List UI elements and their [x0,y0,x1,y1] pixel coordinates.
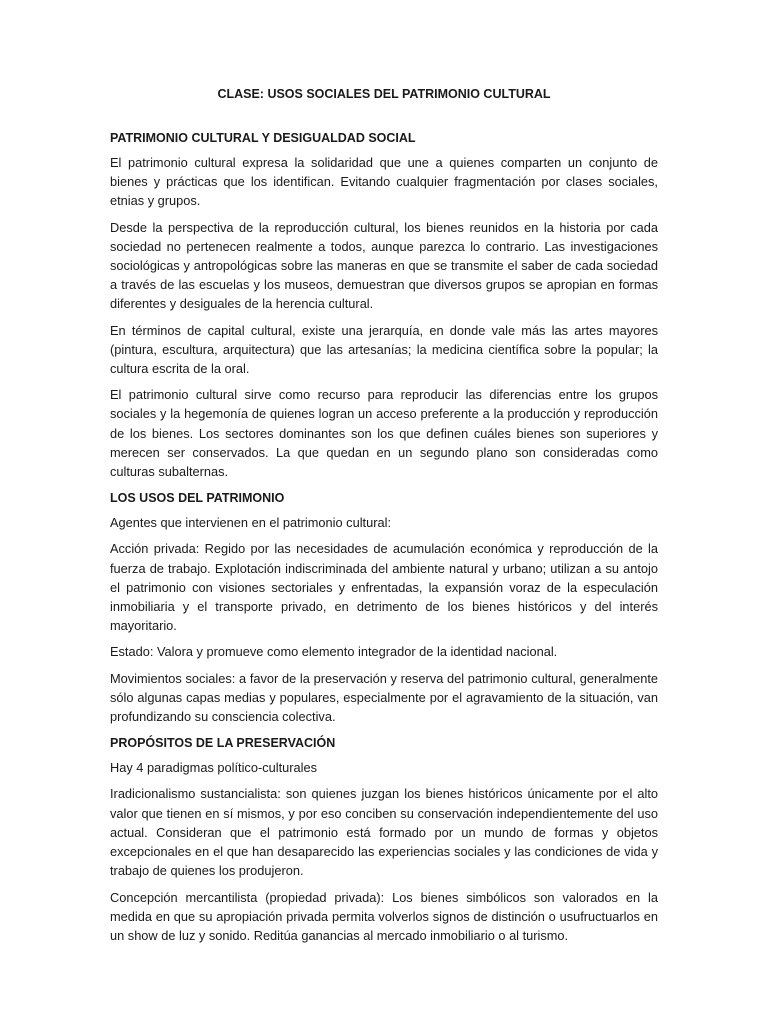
document-title: CLASE: USOS SOCIALES DEL PATRIMONIO CULTURAL [217,87,551,101]
paragraph: Iradicionalismo sustancialista: son quienes juzgan los bienes históricos únicamente por el alto valor que tienen en sí mismos, y por eso conciben su conservación independientemente del uso actual. Consideran que el patrimonio está formado por un mundo de formas y objetos excepcionales en el que han desaparecido las experiencias sociales y las condiciones de vida y trabajo de quienes los produjeron. [110,786,658,879]
section-patrimonio-desigualdad [110,128,658,481]
paragraph: Concepción mercantilista (propiedad privada): Los bienes simbólicos son valorados en la medida en que su apropiación privada permita volverlos signos de distinción o usufructuarlos en un show de luz y sonido. Reditúa ganancias al mercado inmobiliario o al turismo. [110,889,658,943]
paragraph: El patrimonio cultural expresa la solidaridad que une a quienes comparten un conjunto de bienes y prácticas que los identifican. Evitando cualquier fragmentación por clases sociales, etnias y grupos. [110,155,658,209]
section-usos-patrimonio [110,488,658,726]
paragraph: Acción privada: Regido por las necesidades de acumulación económica y reproducción de la fuerza de trabajo. Explotación indiscriminada del ambiente natural y urbano; utilizan a su antojo el patrimonio con visiones sectoriales y enfrentadas, la expansión voraz de la especulación inmobiliaria y el transporte privado, en detrimento de los bienes históricos y del interés mayoritario. [110,541,658,634]
paragraph: El patrimonio cultural sirve como recurso para reproducir las diferencias entre los grupos sociales y la hegemonía de quienes logran un acceso preferente a la producción y reproducción de los bienes. Los sectores dominantes son los que definen cuáles bienes son superiores y merecen ser conservados. La que quedan en un segundo plano son consideradas como culturas subalternas. [110,387,658,480]
section-heading: PROPÓSITOS DE LA PRESERVACIÓN [110,736,336,751]
paragraph: Hay 4 paradigmas político-culturales [110,760,317,776]
section-propositos-preservacion [110,733,658,945]
document-page [110,84,658,952]
section-heading: LOS USOS DEL PATRIMONIO [110,491,285,506]
paragraph: Movimientos sociales: a favor de la preservación y reserva del patrimonio cultural, generalmente sólo algunas capas medias y populares, especialmente por el agravamiento de la situación, van profundizando su consciencia colectiva. [110,670,658,725]
paragraph: Agentes que intervienen en el patrimonio cultural: [110,515,391,531]
paragraph: En términos de capital cultural, existe una jerarquía, en donde vale más las artes mayores (pintura, escultura, arquitectura) que las artesanías; la medicina científica sobre la popular; la cultura escrita de la oral. [110,322,658,377]
paragraph: Estado: Valora y promueve como elemento integrador de la identidad nacional. [110,644,558,660]
section-heading: PATRIMONIO CULTURAL Y DESIGUALDAD SOCIAL [110,131,416,145]
paragraph: Desde la perspectiva de la reproducción cultural, los bienes reunidos en la historia por cada sociedad no pertenecen realmente a todos, aunque parezca lo contrario. Las investigaciones sociológicas y antropológicas sobre las maneras en que se transmite el saber de cada sociedad a través de las escuelas y los museos, demuestran que diversos grupos se apropian en formas diferentes y desiguales de la herencia cultural. [110,219,658,312]
